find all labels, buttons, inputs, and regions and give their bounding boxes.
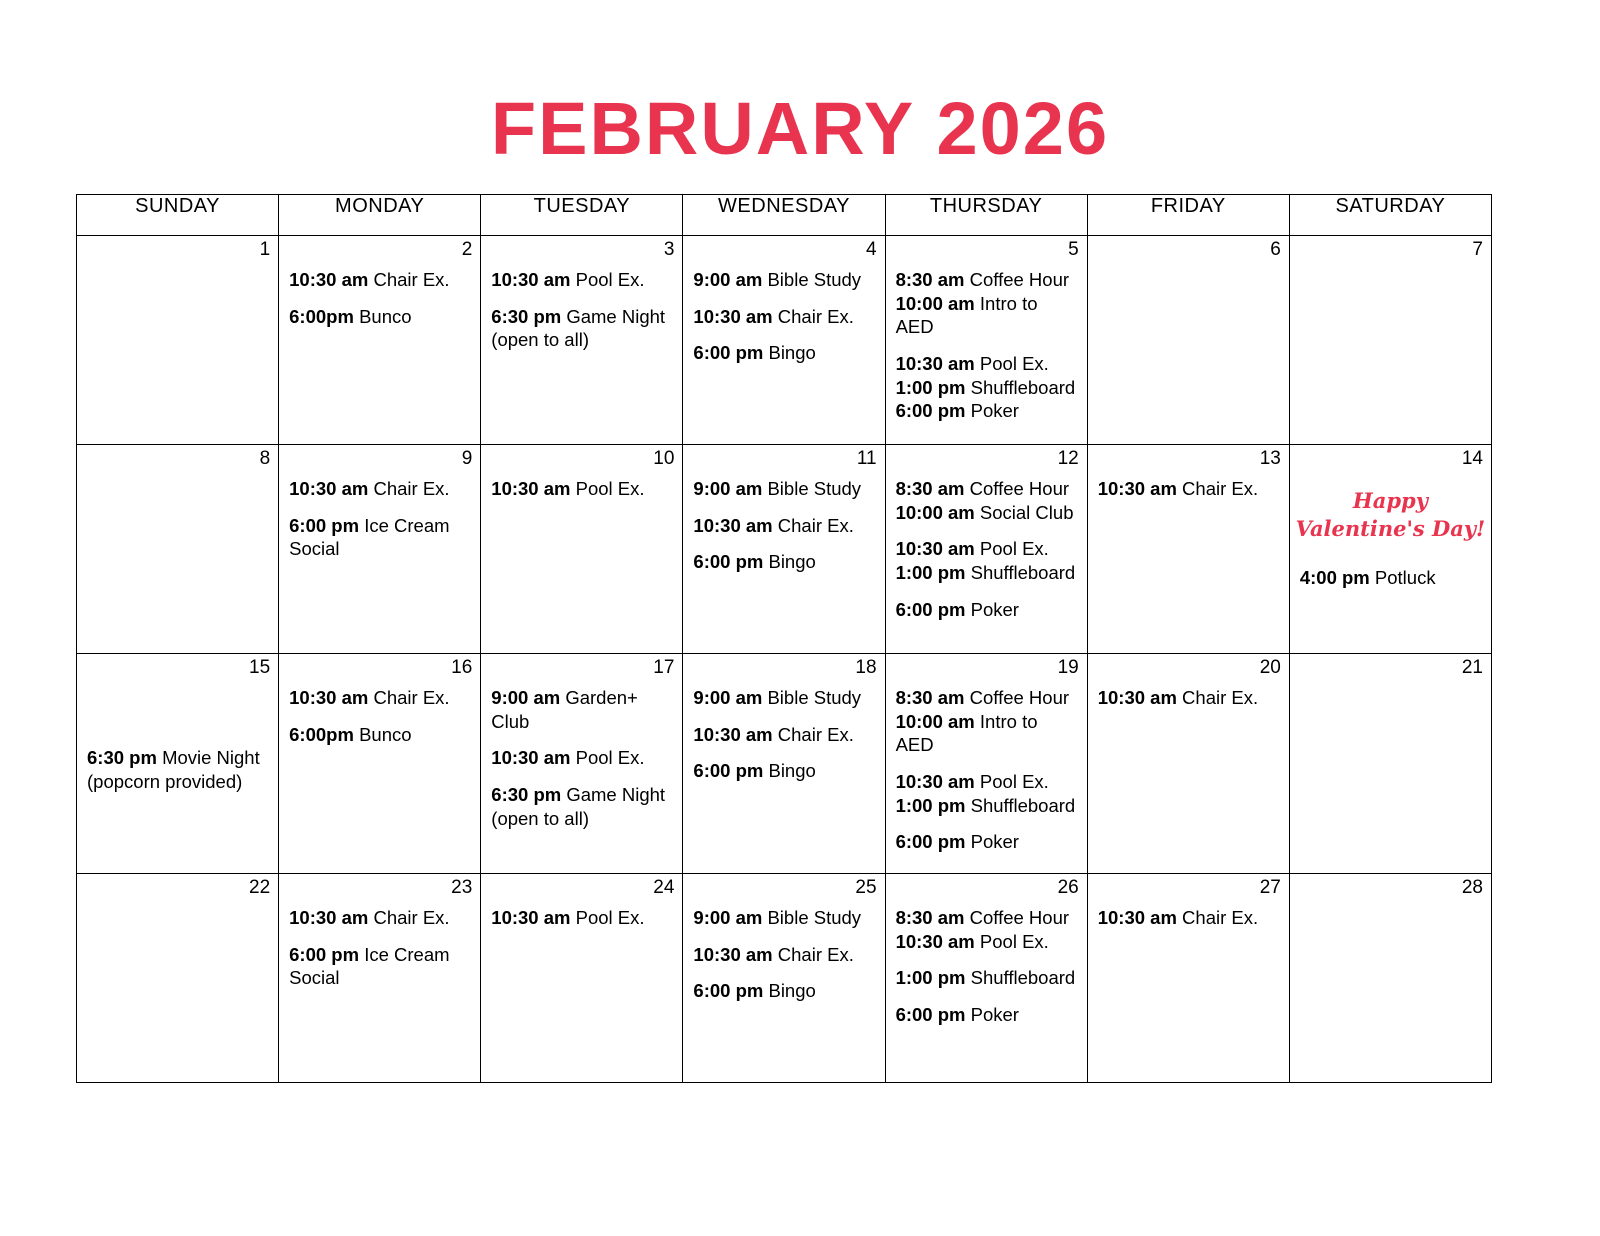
- calendar-day-cell[interactable]: [885, 654, 1087, 874]
- event-name: Shuffleboard: [970, 376, 1076, 398]
- day-number: 10: [653, 448, 675, 469]
- day-events: [77, 236, 278, 274]
- event-name: Chair Ex.: [373, 478, 450, 499]
- calendar-day-cell[interactable]: [279, 236, 481, 445]
- event-time: 8:30 am: [895, 478, 965, 499]
- day-number: 24: [653, 877, 675, 899]
- day-number: 19: [1057, 657, 1079, 678]
- calendar-week-row: [77, 236, 1492, 445]
- event-item[interactable]: [896, 906, 1077, 930]
- event-time: 6:00pm: [289, 305, 354, 327]
- event-name: Bunco: [359, 305, 412, 327]
- calendar-week-row: [77, 654, 1492, 874]
- day-events: [481, 236, 682, 371]
- event-item[interactable]: [896, 686, 1077, 710]
- day-events: [1290, 654, 1491, 692]
- event-item[interactable]: [693, 341, 874, 365]
- page-title: FEBRUARY 2026: [490, 87, 1110, 170]
- day-number: 17: [653, 657, 675, 678]
- event-name: Chair Ex.: [1182, 478, 1259, 499]
- day-number: 2: [461, 239, 473, 260]
- event-item[interactable]: [693, 759, 874, 783]
- event-item[interactable]: [289, 943, 470, 990]
- event-name: Shuffleboard: [970, 562, 1076, 584]
- weekday-header-monday: MONDAY: [279, 195, 481, 236]
- event-time: 8:30 am: [895, 269, 965, 290]
- calendar-day-cell[interactable]: [1289, 654, 1491, 874]
- event-name: Pool Ex.: [575, 907, 645, 929]
- day-number: 16: [451, 657, 473, 678]
- calendar-day-cell[interactable]: [683, 236, 885, 445]
- event-time: 10:00 am: [895, 710, 975, 732]
- day-events: [481, 874, 682, 949]
- calendar-week-row: [77, 445, 1492, 654]
- event-time: 6:00 pm: [895, 598, 966, 620]
- event-time: 6:30 pm: [87, 747, 157, 768]
- calendar-day-cell[interactable]: [481, 445, 683, 654]
- event-name: Bingo: [768, 980, 816, 1002]
- event-item[interactable]: [896, 376, 1077, 400]
- day-number: 27: [1259, 877, 1281, 899]
- event-name: Pool Ex.: [979, 538, 1049, 560]
- event-item[interactable]: [896, 561, 1077, 585]
- day-number: 7: [1472, 239, 1483, 260]
- day-events: [279, 654, 480, 765]
- calendar-day-cell[interactable]: [279, 445, 481, 654]
- event-name: Game Night: [566, 305, 666, 327]
- event-item[interactable]: [491, 906, 672, 930]
- event-time: 6:00 pm: [693, 760, 764, 782]
- event-item[interactable]: [693, 477, 874, 501]
- day-number: 8: [259, 448, 271, 469]
- event-name: Chair Ex.: [777, 514, 854, 536]
- day-events: [77, 654, 278, 812]
- event-item[interactable]: [896, 830, 1077, 854]
- day-number: 23: [451, 877, 473, 899]
- event-time: 6:00 pm: [895, 831, 966, 853]
- event-name: Coffee Hour: [969, 687, 1070, 708]
- event-item[interactable]: [491, 268, 672, 292]
- event-time: 10:30 am: [491, 478, 571, 499]
- event-time: 10:00 am: [895, 501, 975, 523]
- event-time: 6:00 pm: [289, 943, 360, 965]
- event-name: Bingo: [768, 760, 816, 782]
- day-events: [683, 445, 884, 593]
- event-name: Coffee Hour: [969, 269, 1070, 290]
- day-events: [279, 874, 480, 1009]
- event-time: 6:00 pm: [693, 980, 764, 1002]
- day-events: [279, 445, 480, 580]
- event-time: 1:00 pm: [895, 376, 966, 398]
- event-name: Chair Ex.: [777, 723, 854, 745]
- event-name: Poker: [970, 598, 1019, 620]
- calendar-day-cell[interactable]: [1087, 236, 1289, 445]
- event-name: Chair Ex.: [1182, 907, 1259, 929]
- weekday-header-thursday: THURSDAY: [885, 195, 1087, 236]
- event-name: Potluck: [1374, 566, 1436, 588]
- event-name: Shuffleboard: [970, 967, 1076, 989]
- day-number: 28: [1461, 877, 1483, 899]
- day-number: 4: [865, 239, 877, 260]
- event-time: 6:00 pm: [895, 1004, 966, 1026]
- event-time: 4:00 pm: [1299, 566, 1370, 588]
- event-item[interactable]: [896, 268, 1077, 292]
- event-item[interactable]: [1098, 906, 1279, 930]
- event-item[interactable]: [1300, 566, 1481, 590]
- event-name: Bible Study: [767, 687, 862, 708]
- day-number: 22: [249, 877, 271, 899]
- calendar-day-cell[interactable]: [1087, 654, 1289, 874]
- event-time: 10:00 am: [895, 292, 975, 314]
- event-item[interactable]: [896, 794, 1077, 818]
- day-number: 12: [1057, 448, 1079, 469]
- event-time: 6:00pm: [289, 723, 354, 745]
- day-number: 21: [1461, 657, 1483, 678]
- event-note: Social: [289, 967, 340, 989]
- weekday-header-row: [77, 195, 1492, 236]
- day-events: [886, 874, 1087, 1046]
- calendar-day-cell[interactable]: [279, 654, 481, 874]
- event-item[interactable]: [896, 1003, 1077, 1027]
- event-time: 10:30 am: [1097, 907, 1177, 929]
- day-events: [886, 445, 1087, 640]
- event-time: 10:30 am: [491, 907, 571, 929]
- event-name: Pool Ex.: [979, 771, 1049, 793]
- day-number: 11: [856, 448, 877, 469]
- day-events: [481, 445, 682, 520]
- calendar-day-cell[interactable]: [1289, 874, 1491, 1083]
- day-events: [1290, 236, 1491, 274]
- day-number: 13: [1259, 448, 1281, 469]
- calendar-day-cell[interactable]: [1087, 874, 1289, 1083]
- event-time: 1:00 pm: [895, 794, 966, 816]
- event-item[interactable]: [693, 550, 874, 574]
- day-number: 25: [855, 877, 877, 899]
- event-item[interactable]: [693, 723, 874, 747]
- event-name: Game Night: [566, 784, 666, 806]
- calendar-day-cell[interactable]: [77, 874, 279, 1083]
- event-item[interactable]: [896, 501, 1077, 525]
- day-number: 9: [461, 448, 473, 469]
- event-time: 9:00 am: [693, 478, 763, 499]
- calendar-day-cell[interactable]: [77, 654, 279, 874]
- event-time: 10:30 am: [289, 478, 369, 499]
- event-time: 8:30 am: [895, 687, 965, 708]
- day-events: [886, 654, 1087, 873]
- event-name: Chair Ex.: [1182, 687, 1259, 708]
- event-name: Pool Ex.: [979, 930, 1049, 952]
- event-time: 8:30 am: [895, 907, 965, 929]
- day-events: [77, 874, 278, 912]
- event-item[interactable]: [693, 268, 874, 292]
- event-name: Bible Study: [767, 907, 862, 929]
- calendar-day-cell[interactable]: [481, 874, 683, 1083]
- day-number: 5: [1068, 239, 1079, 260]
- event-time: 6:00 pm: [693, 342, 764, 364]
- day-events: [886, 236, 1087, 442]
- event-item[interactable]: [289, 477, 470, 501]
- event-item[interactable]: [896, 399, 1077, 423]
- event-item[interactable]: [896, 537, 1077, 561]
- weekday-header-friday: FRIDAY: [1087, 195, 1289, 236]
- event-time: 6:00 pm: [895, 400, 966, 422]
- event-name: Intro to AED: [895, 710, 1038, 756]
- event-time: 9:00 am: [693, 687, 763, 708]
- event-name: Poker: [970, 1004, 1019, 1026]
- day-number: 1: [259, 239, 271, 260]
- event-time: 10:30 am: [491, 747, 571, 769]
- event-name: Shuffleboard: [970, 794, 1076, 816]
- event-name: Poker: [970, 400, 1019, 422]
- calendar-day-cell[interactable]: [683, 654, 885, 874]
- event-item[interactable]: [1098, 477, 1279, 501]
- event-time: 6:00 pm: [289, 514, 360, 536]
- calendar-week-row: [77, 874, 1492, 1083]
- event-item[interactable]: [289, 268, 470, 292]
- event-name: Chair Ex.: [777, 305, 854, 327]
- day-events: [77, 445, 278, 483]
- event-item[interactable]: [896, 352, 1077, 376]
- calendar-day-cell[interactable]: [279, 874, 481, 1083]
- event-item[interactable]: [289, 305, 470, 329]
- event-name: Pool Ex.: [979, 353, 1049, 375]
- day-events: [1290, 874, 1491, 912]
- calendar-day-cell[interactable]: [481, 654, 683, 874]
- event-item[interactable]: [896, 770, 1077, 794]
- event-name: Pool Ex.: [575, 747, 645, 769]
- event-name: Ice Cream: [364, 943, 450, 965]
- event-note: Social: [289, 538, 340, 560]
- event-item[interactable]: [491, 783, 672, 830]
- event-time: 10:30 am: [1097, 687, 1177, 708]
- calendar-day-cell[interactable]: [1289, 445, 1491, 654]
- day-events: [683, 654, 884, 802]
- event-item[interactable]: [491, 746, 672, 770]
- event-time: 9:00 am: [491, 687, 561, 708]
- event-name: Chair Ex.: [373, 907, 450, 929]
- event-time: 6:30 pm: [491, 305, 562, 327]
- event-name: Movie Night: [162, 747, 260, 768]
- event-time: 1:00 pm: [895, 967, 966, 989]
- event-name: Bingo: [768, 551, 816, 573]
- event-item[interactable]: [896, 930, 1077, 954]
- event-time: 10:30 am: [289, 269, 369, 290]
- event-name: Social Club: [979, 501, 1074, 523]
- event-name: Garden+ Club: [491, 687, 638, 732]
- calendar-day-cell[interactable]: [77, 445, 279, 654]
- event-name: Pool Ex.: [575, 269, 645, 290]
- calendar-day-cell[interactable]: [683, 445, 885, 654]
- day-events: [481, 654, 682, 849]
- event-item[interactable]: [87, 746, 268, 793]
- day-number: 20: [1259, 657, 1281, 678]
- weekday-header-wednesday: WEDNESDAY: [683, 195, 885, 236]
- day-number: 15: [249, 657, 271, 678]
- valentines-greeting: Happy Valentine's Day!: [1295, 488, 1486, 542]
- event-name: Bible Study: [767, 269, 862, 290]
- event-name: Bingo: [768, 342, 816, 364]
- event-item[interactable]: [693, 514, 874, 538]
- event-item[interactable]: [1098, 686, 1279, 710]
- event-name: Chair Ex.: [777, 943, 854, 965]
- event-time: 10:30 am: [693, 514, 773, 536]
- event-item[interactable]: [896, 598, 1077, 622]
- event-time: 1:00 pm: [895, 562, 966, 584]
- calendar-body: [77, 236, 1492, 1083]
- event-item[interactable]: [289, 906, 470, 930]
- calendar-day-cell[interactable]: [481, 236, 683, 445]
- event-time: 9:00 am: [693, 907, 763, 929]
- event-time: 10:30 am: [289, 687, 369, 708]
- day-events: [1290, 566, 1491, 609]
- event-item[interactable]: [289, 723, 470, 747]
- event-item[interactable]: [693, 979, 874, 1003]
- day-number: 18: [855, 657, 877, 678]
- event-item[interactable]: [896, 292, 1077, 339]
- event-item[interactable]: [491, 686, 672, 733]
- day-events: [1088, 445, 1289, 520]
- calendar-day-cell[interactable]: [885, 445, 1087, 654]
- day-number: 14: [1461, 448, 1483, 469]
- event-item[interactable]: [289, 514, 470, 561]
- event-time: 10:30 am: [895, 538, 975, 560]
- event-time: 10:30 am: [693, 943, 773, 965]
- day-events: [1088, 236, 1289, 274]
- calendar-day-cell[interactable]: [885, 874, 1087, 1083]
- weekday-header-sunday: SUNDAY: [77, 195, 279, 236]
- event-name: Bible Study: [767, 478, 862, 499]
- event-item[interactable]: [693, 943, 874, 967]
- event-time: 10:30 am: [895, 771, 975, 793]
- weekday-header-saturday: SATURDAY: [1289, 195, 1491, 236]
- event-name: Pool Ex.: [575, 478, 645, 499]
- day-events: [683, 874, 884, 1022]
- event-item[interactable]: [896, 710, 1077, 757]
- event-item[interactable]: [896, 966, 1077, 990]
- event-time: 10:30 am: [895, 353, 975, 375]
- event-name: Poker: [970, 831, 1019, 853]
- event-item[interactable]: [491, 477, 672, 501]
- event-time: 6:30 pm: [491, 784, 562, 806]
- event-name: Bunco: [359, 723, 412, 745]
- calendar-day-cell[interactable]: [683, 874, 885, 1083]
- day-events: [279, 236, 480, 347]
- event-name: Ice Cream: [364, 514, 450, 536]
- event-item[interactable]: [693, 686, 874, 710]
- event-item[interactable]: [896, 477, 1077, 501]
- event-time: 10:30 am: [491, 269, 571, 290]
- event-item[interactable]: [491, 305, 672, 352]
- event-item[interactable]: [693, 906, 874, 930]
- calendar-day-cell[interactable]: [1289, 236, 1491, 445]
- month-calendar: [76, 194, 1492, 1083]
- event-time: 10:30 am: [895, 930, 975, 952]
- event-name: Chair Ex.: [373, 269, 450, 290]
- event-time: 10:30 am: [1097, 478, 1177, 499]
- event-note: (open to all): [491, 807, 589, 829]
- event-time: 10:30 am: [289, 907, 369, 929]
- event-item[interactable]: [289, 686, 470, 710]
- event-time: 9:00 am: [693, 269, 763, 290]
- event-name: Coffee Hour: [969, 478, 1070, 499]
- day-number: 26: [1057, 877, 1079, 899]
- event-time: 10:30 am: [693, 723, 773, 745]
- event-note: (open to all): [491, 329, 589, 351]
- event-name: Chair Ex.: [373, 687, 450, 708]
- weekday-header-tuesday: TUESDAY: [481, 195, 683, 236]
- day-number: 6: [1270, 239, 1281, 260]
- event-item[interactable]: [693, 305, 874, 329]
- event-note: (popcorn provided): [87, 770, 243, 792]
- event-name: Intro to AED: [895, 292, 1038, 338]
- day-events: [1088, 654, 1289, 729]
- calendar-day-cell[interactable]: [885, 236, 1087, 445]
- day-events: [1088, 874, 1289, 949]
- day-number: 3: [663, 239, 675, 260]
- event-name: Coffee Hour: [969, 907, 1070, 929]
- event-time: 10:30 am: [693, 305, 773, 327]
- calendar-day-cell[interactable]: [77, 236, 279, 445]
- event-time: 6:00 pm: [693, 551, 764, 573]
- day-events: [683, 236, 884, 384]
- calendar-day-cell[interactable]: [1087, 445, 1289, 654]
